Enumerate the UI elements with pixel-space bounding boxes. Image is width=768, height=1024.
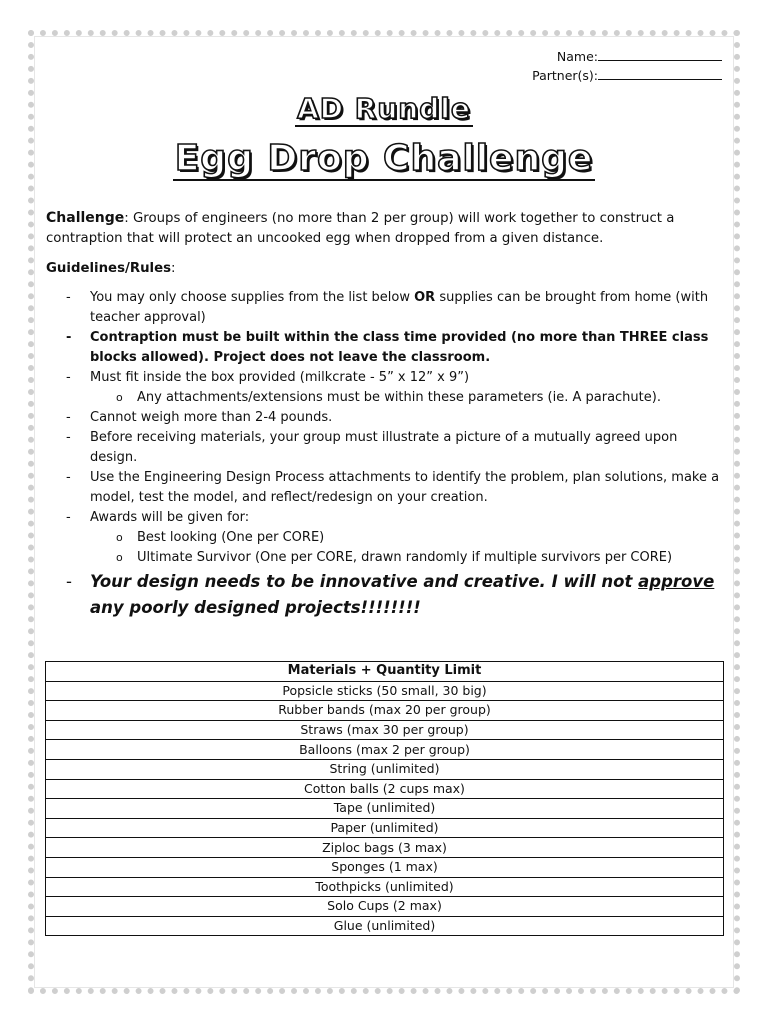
partner-label: Partner(s): bbox=[532, 68, 598, 83]
rule-time: - Contraption must be built within the class time provided (no more than THREE class blocks allowed). Project does not leave the classroom. bbox=[46, 328, 726, 368]
rules-list bbox=[46, 288, 726, 621]
materials-header: Materials + Quantity Limit bbox=[46, 662, 724, 682]
table-row: Rubber bands (max 20 per group) bbox=[46, 701, 724, 721]
table-row: Straws (max 30 per group) bbox=[46, 720, 724, 740]
table-row: Sponges (1 max) bbox=[46, 857, 724, 877]
table-row: Glue (unlimited) bbox=[46, 916, 724, 936]
rule-design-process: - Use the Engineering Design Process attachments to identify the problem, plan solutions, make a model, test the model, and reflect/redesign on your creation. bbox=[46, 468, 726, 508]
challenge-paragraph bbox=[46, 208, 726, 249]
table-row: Tape (unlimited) bbox=[46, 799, 724, 819]
partner-field[interactable] bbox=[532, 67, 722, 83]
guidelines-heading: Guidelines/Rules: bbox=[46, 261, 176, 276]
rule-size: - Must fit inside the box provided (milkcrate - 5” x 12” x 9”) o Any attachments/extensions must be within these parameters (ie. A parachute). bbox=[46, 368, 726, 408]
table-row: Paper (unlimited) bbox=[46, 818, 724, 838]
name-blank[interactable] bbox=[598, 48, 722, 61]
table-row: Balloons (max 2 per group) bbox=[46, 740, 724, 760]
rule-size-sub: o Any attachments/extensions must be within these parameters (ie. A parachute). bbox=[90, 388, 726, 408]
table-row: Solo Cups (2 max) bbox=[46, 897, 724, 917]
rule-awards: - Awards will be given for: o Best looking (One per CORE) o Ultimate Survivor (One per CORE, drawn randomly if multiple survivors per CORE) bbox=[46, 508, 726, 568]
table-row: Popsicle sticks (50 small, 30 big) bbox=[46, 681, 724, 701]
challenge-title: Egg Drop Challenge bbox=[174, 138, 594, 179]
rule-illustrate: - Before receiving materials, your group must illustrate a picture of a mutually agreed upon design. bbox=[46, 428, 726, 468]
award-best-looking: o Best looking (One per CORE) bbox=[90, 528, 726, 548]
rule-weight: - Cannot weigh more than 2-4 pounds. bbox=[46, 408, 726, 428]
award-ultimate-survivor: o Ultimate Survivor (One per CORE, drawn randomly if multiple survivors per CORE) bbox=[90, 548, 726, 568]
table-row: Cotton balls (2 cups max) bbox=[46, 779, 724, 799]
rule-innovation: - Your design needs to be innovative and creative. I will not approve any poorly designed projects!!!!!!!! bbox=[46, 569, 726, 621]
name-label: Name: bbox=[556, 49, 598, 64]
rule-supplies: - You may only choose supplies from the list below OR supplies can be brought from home (with teacher approval) bbox=[46, 288, 726, 328]
challenge-label: Challenge bbox=[46, 210, 125, 226]
name-field[interactable] bbox=[557, 48, 722, 64]
materials-table bbox=[45, 661, 724, 936]
challenge-text: : Groups of engineers (no more than 2 per group) will work together to construct a contraption that will protect an uncooked egg when dropped from a given distance. bbox=[46, 211, 675, 246]
school-title: AD Rundle bbox=[297, 92, 471, 125]
partner-blank[interactable] bbox=[598, 67, 722, 80]
table-row: Ziploc bags (3 max) bbox=[46, 838, 724, 858]
table-row: Toothpicks (unlimited) bbox=[46, 877, 724, 897]
table-row: String (unlimited) bbox=[46, 759, 724, 779]
